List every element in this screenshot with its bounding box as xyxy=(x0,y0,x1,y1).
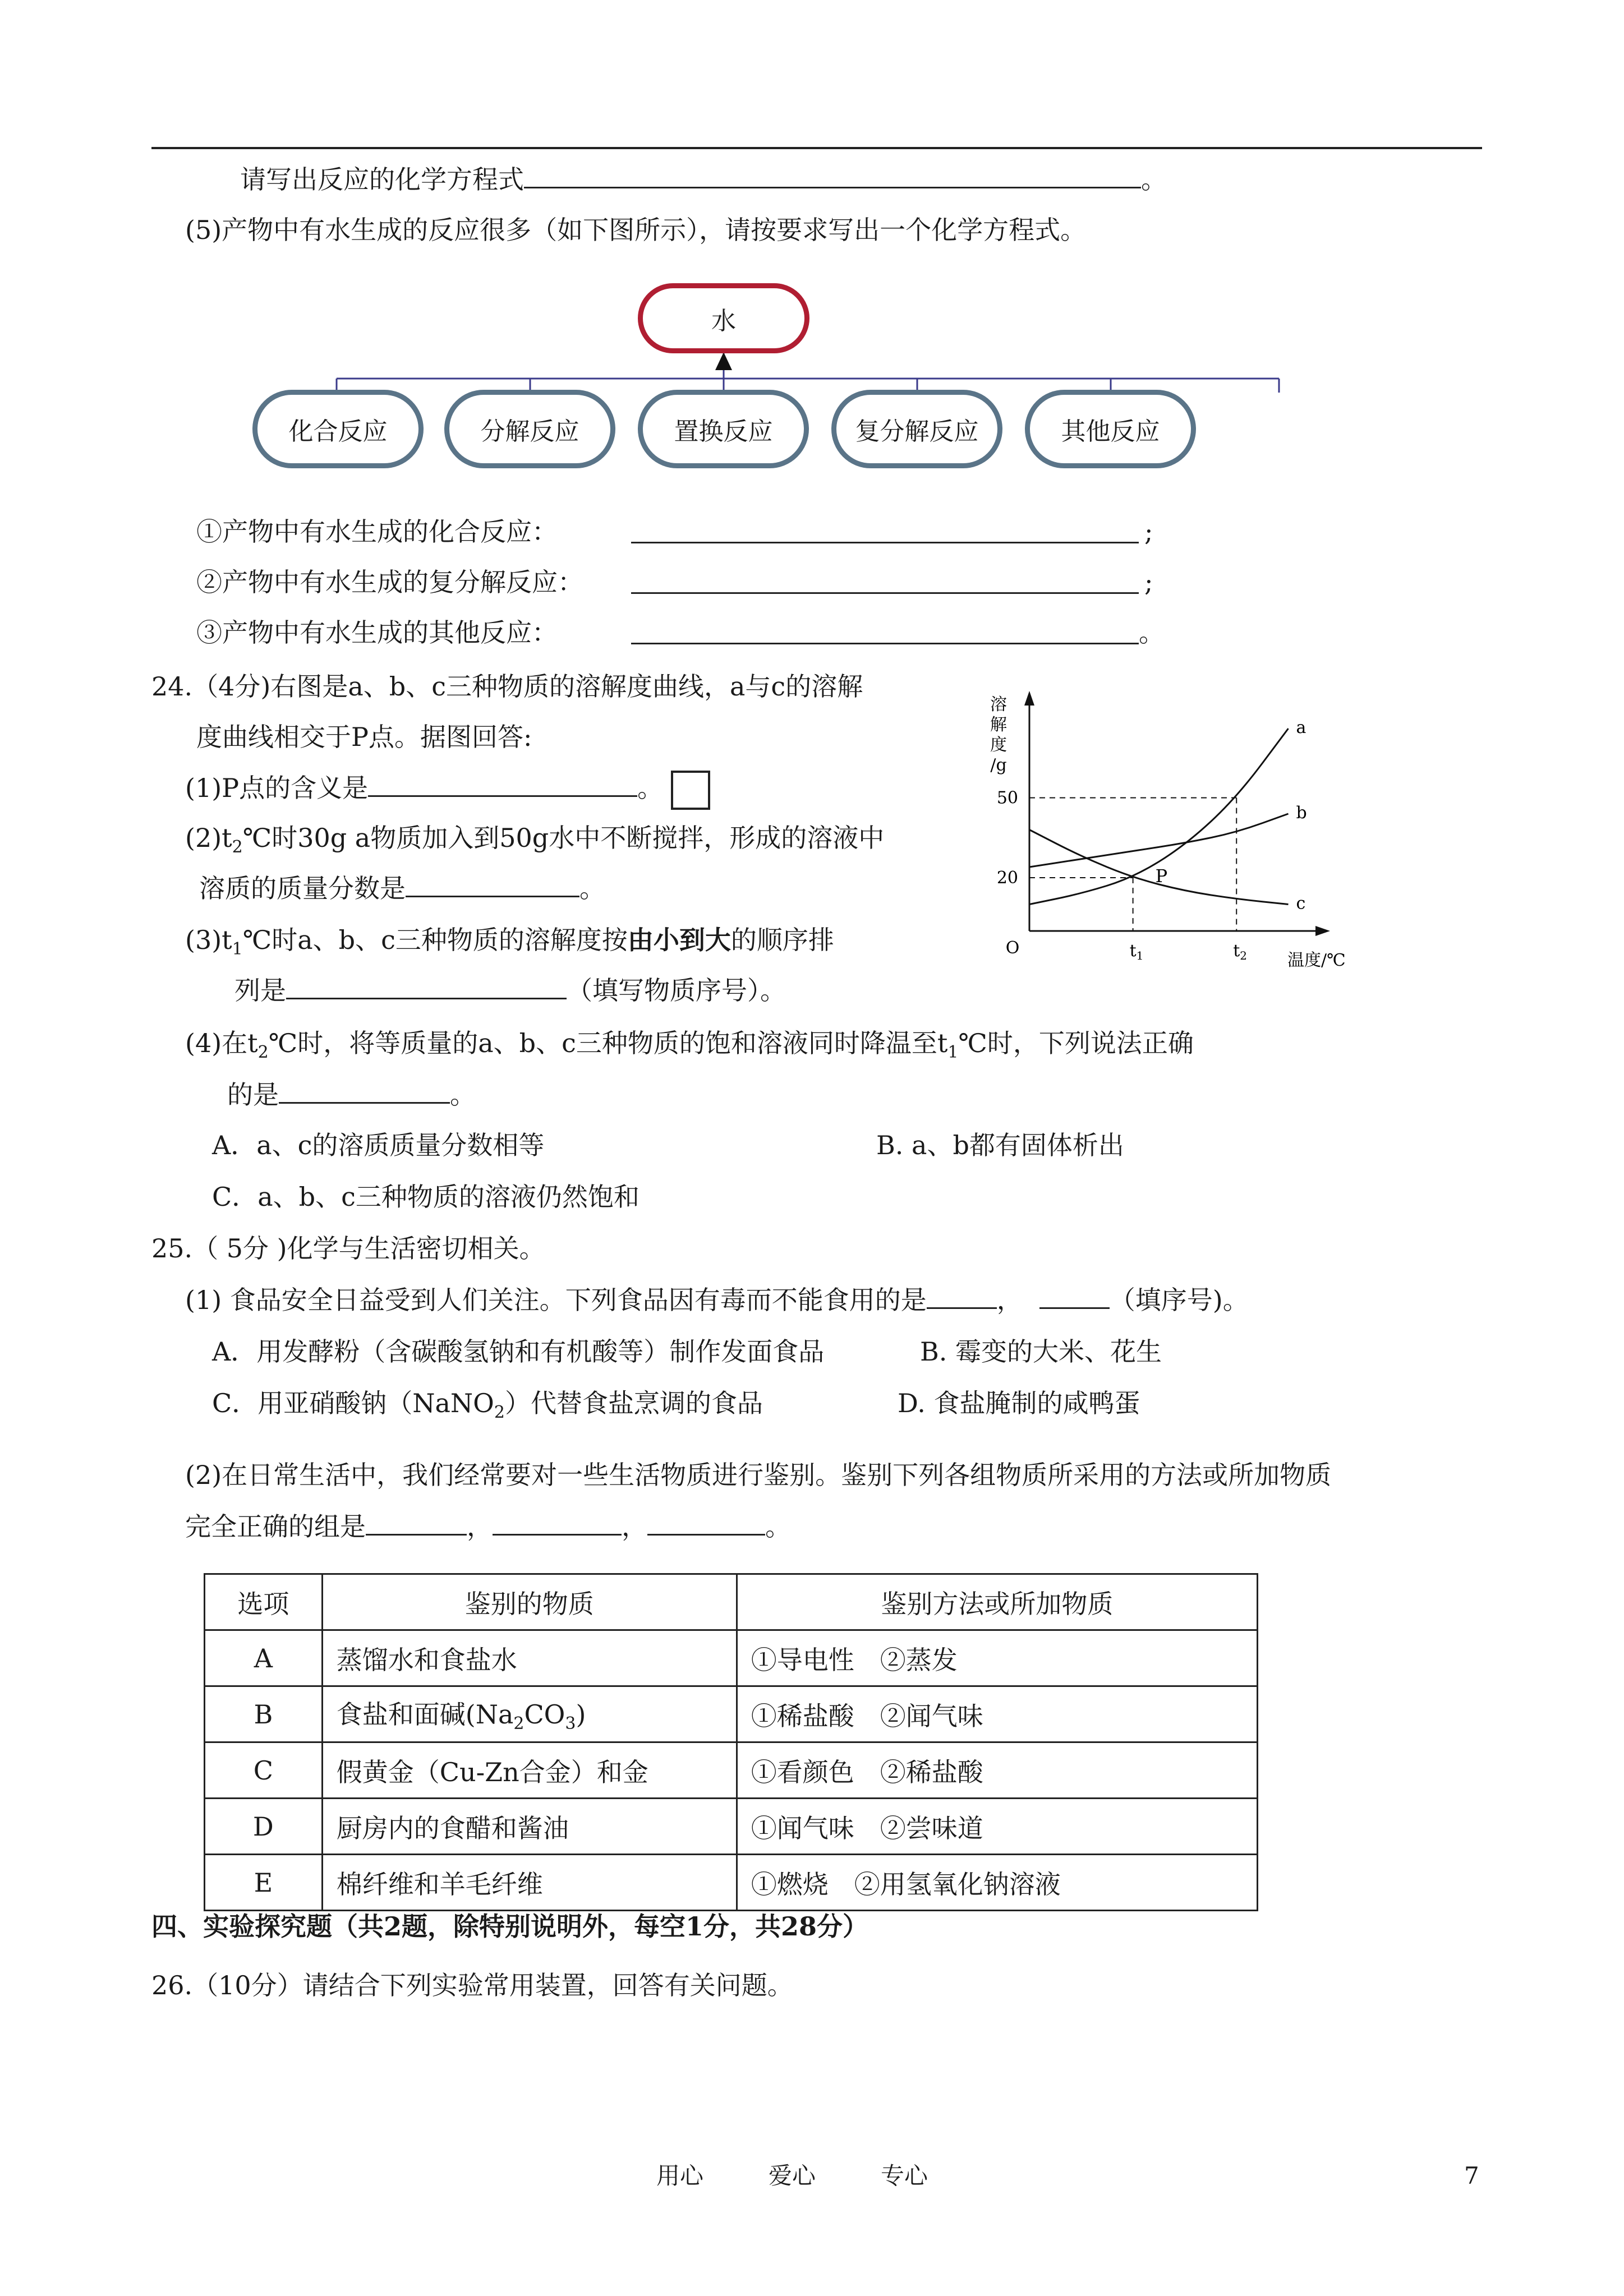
answer-blank[interactable] xyxy=(406,873,579,897)
arrow-up-icon xyxy=(715,352,732,370)
table-row: E 棉纤维和羊毛纤维 ①燃烧 ②用氢氧化钠溶液 xyxy=(205,1855,1258,1911)
answer-blank[interactable] xyxy=(279,1080,450,1104)
answer-box[interactable] xyxy=(671,771,710,810)
answer-blank[interactable] xyxy=(366,1511,467,1536)
answer-blank-3[interactable] xyxy=(631,620,1139,644)
x-axis-label: 温度/℃ xyxy=(1287,951,1346,970)
answer-blank[interactable] xyxy=(647,1511,765,1536)
y-axis-label-part: /g xyxy=(990,755,1007,775)
x-axis-arrow-icon xyxy=(1315,926,1330,936)
box-decomposition-reaction: 分解反应 xyxy=(444,390,615,468)
table-row: C 假黄金（Cu-Zn合金）和金 ①看颜色 ②稀盐酸 xyxy=(205,1742,1258,1799)
y-axis-label-part: 解 xyxy=(990,715,1007,735)
box-displacement-reaction: 置换反应 xyxy=(638,390,809,468)
q24-intro-1: 24.（4分)右图是a、b、c三种物质的溶解度曲线，a与c的溶解 xyxy=(151,671,863,702)
q26-title: 26.（10分）请结合下列实验常用装置，回答有关问题。 xyxy=(151,1970,793,2000)
identification-table xyxy=(204,1573,1258,1911)
footer-mid: 爱心 xyxy=(769,2162,816,2189)
q25-option-c: C．用亚硝酸钠（NaNO$_2$）代替食盐烹调的食品 xyxy=(212,1388,763,1423)
answer-blank[interactable] xyxy=(368,773,637,797)
y-axis-arrow-icon xyxy=(1024,691,1034,706)
box-combination-reaction: 化合反应 xyxy=(252,390,424,468)
col-header-method: 鉴别方法或所加物质 xyxy=(737,1574,1257,1630)
table-header-row xyxy=(205,1574,1258,1630)
answer-blank[interactable] xyxy=(927,1285,997,1309)
table-row: A 蒸馏水和食盐水 ①导电性 ②蒸发 xyxy=(205,1630,1258,1686)
y-tick-label: 50 xyxy=(996,788,1018,808)
q25-option-d: D. 食盐腌制的咸鸭蛋 xyxy=(898,1388,1140,1418)
series-label-b: b xyxy=(1296,803,1307,823)
q25-part2b: 完全正确的组是 ， ， 。 xyxy=(185,1511,791,1542)
answer-blank[interactable] xyxy=(1039,1285,1110,1309)
water-box: 水 xyxy=(638,283,809,353)
q23-part5: (5)产物中有水生成的反应很多（如下图所示），请按要求写出一个化学方程式。 xyxy=(185,215,1087,245)
x-tick-label: $t_2$ xyxy=(1233,941,1248,962)
q24-part3a: $(3)t_1℃$时a、b、c三种物质的溶解度按由小到大的顺序排 xyxy=(185,925,834,960)
q24-part2a: $(2)t_2℃$时30g a物质加入到50g水中不断搅拌，形成的溶液中 xyxy=(185,823,885,857)
q25-option-b: B. 霉变的大米、花生 xyxy=(920,1336,1162,1367)
answer-blank-2[interactable] xyxy=(631,570,1139,594)
table-row: D 厨房内的食醋和酱油 ①闻气味 ②尝味道 xyxy=(205,1799,1258,1855)
footer-left: 用心 xyxy=(656,2162,704,2189)
x-tick-label: $t_1$ xyxy=(1129,941,1144,962)
q24-option-b: B. a、b都有固体析出 xyxy=(876,1130,1124,1160)
q25-option-a: A．用发酵粉（含碳酸氢钠和有机酸等）制作发面食品 xyxy=(212,1336,825,1367)
q25-title: 25.（ 5分 )化学与生活密切相关。 xyxy=(151,1233,545,1264)
point-p-label: P xyxy=(1155,865,1168,887)
q24-part4b: 的是 。 xyxy=(227,1080,476,1110)
q25-part1: (1) 食品安全日益受到人们关注。下列食品因有毒而不能食用的是 ， （填序号)。 xyxy=(185,1285,1249,1315)
col-header-option: 选项 xyxy=(205,1574,323,1630)
box-double-decomposition-reaction: 复分解反应 xyxy=(831,390,1002,468)
curve-b xyxy=(1029,814,1289,867)
q23-item-1: ①产物中有水生成的化合反应： ; xyxy=(196,517,1153,547)
q24-option-a: A．a、c的溶质质量分数相等 xyxy=(212,1130,545,1160)
equation-prompt: 请写出反应的化学方程式 xyxy=(240,164,524,195)
q24-part3b: 列是 （填写物质序号）。 xyxy=(234,975,786,1006)
footer-right: 专心 xyxy=(881,2162,928,2189)
y-axis-label-part: 溶 xyxy=(990,695,1007,714)
col-header-substances: 鉴别的物质 xyxy=(322,1574,737,1630)
answer-blank[interactable] xyxy=(493,1511,622,1536)
equation-prompt-line: 请写出反应的化学方程式 。 xyxy=(240,164,1167,195)
section-4-heading: 四、实验探究题（共2题，除特别说明外，每空1分，共28分） xyxy=(151,1911,869,1942)
y-tick-label: 20 xyxy=(996,868,1018,888)
series-label-c: c xyxy=(1296,893,1306,914)
solubility-chart xyxy=(976,684,1369,1009)
page-number: 7 xyxy=(1464,2162,1479,2189)
series-label-a: a xyxy=(1296,718,1306,737)
q24-part4a: (4)在$t_2℃$时，将等质量的a、b、c三种物质的饱和溶液同时降温至$t_1℃$时，下列说法正确 xyxy=(185,1028,1194,1063)
origin-label: O xyxy=(1005,938,1020,958)
y-axis-label-part: 度 xyxy=(990,735,1007,755)
table-row: B 食盐和面碱$(Na_2CO_3)$ ①稀盐酸 ②闻气味 xyxy=(205,1686,1258,1742)
box-other-reaction: 其他反应 xyxy=(1025,390,1196,468)
q24-part2b: 溶质的质量分数是 。 xyxy=(199,873,605,903)
q24-intro-2: 度曲线相交于P点。据图回答: xyxy=(196,722,532,752)
q23-item-2: ②产物中有水生成的复分解反应： ; xyxy=(196,567,1153,597)
q24-option-c: C．a、b、c三种物质的溶液仍然饱和 xyxy=(212,1182,640,1212)
q24-part1: (1)P点的含义是 。 xyxy=(185,771,710,810)
q23-item-3: ③产物中有水生成的其他反应： 。 xyxy=(196,617,1165,648)
reaction-connector-lines xyxy=(0,0,1624,505)
answer-blank-1[interactable] xyxy=(631,519,1139,543)
answer-blank[interactable] xyxy=(286,975,567,999)
q25-part2a: (2)在日常生活中，我们经常要对一些生活物质进行鉴别。鉴别下列各组物质所采用的方法或所加物质 xyxy=(185,1460,1332,1490)
